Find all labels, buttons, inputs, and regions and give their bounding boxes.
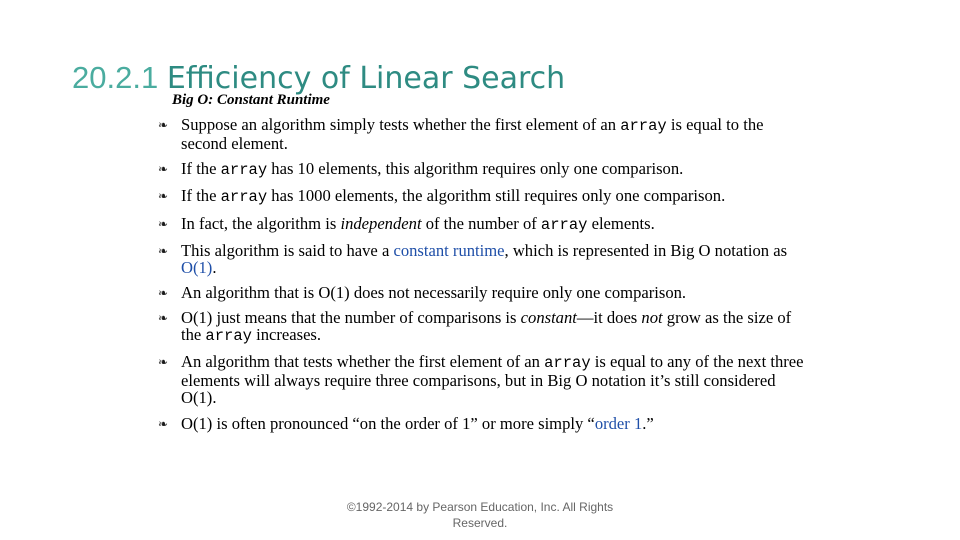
code-text: array (220, 161, 268, 180)
fleuron-bullet-icon: ❧ (158, 285, 169, 300)
emphasis-text: not (641, 308, 663, 328)
code-text: array (620, 117, 667, 135)
bullet-item (158, 160, 808, 179)
emphasis-text: constant (520, 308, 577, 328)
bullet-text: of the number of (421, 213, 541, 233)
fleuron-bullet-icon: ❧ (158, 311, 169, 326)
bullet-text: Suppose an algorithm simply tests whether the first element of an (181, 115, 621, 134)
bullet-item (158, 415, 808, 432)
bullet-text: is equal to the second element. (181, 115, 764, 153)
slide-subtitle: Big O: Constant Runtime (172, 92, 330, 108)
bullet-text: An algorithm that is O(1) does not necessarily require only one comparison. (181, 282, 687, 302)
fleuron-bullet-icon: ❧ (158, 216, 169, 231)
fleuron-bullet-icon: ❧ (158, 355, 169, 370)
bullet-text: —it does (576, 308, 642, 328)
copyright-line: Reserved. (452, 516, 508, 530)
key-term: constant runtime (393, 240, 505, 260)
copyright-line: ©1992-2014 by Pearson Education, Inc. All Rights (346, 500, 614, 514)
bullet-item (158, 215, 808, 234)
bullet-text: increases. (251, 325, 322, 345)
fleuron-bullet-icon: ❧ (158, 416, 169, 431)
key-term: order 1 (594, 413, 643, 433)
bullet-text: grow as the size of the (181, 308, 792, 345)
bullet-text: , which is represented in Big O notation as (504, 240, 788, 260)
code-text: array (220, 188, 268, 207)
copyright-footer (330, 499, 630, 531)
bullet-text: has 1000 elements, the algorithm still requires only one comparison. (267, 186, 726, 206)
bullet-text: In fact, the algorithm is (181, 213, 341, 233)
bullet-item (158, 353, 808, 406)
code-text: array (540, 215, 588, 234)
bullet-text: O(1) just means that the number of comparisons is (181, 308, 521, 328)
title-text: Efficiency of Linear Search (166, 61, 566, 96)
bullet-list (158, 116, 808, 440)
fleuron-bullet-icon: ❧ (158, 189, 169, 204)
bullet-text: . (212, 257, 217, 277)
bullet-item (158, 284, 808, 301)
bullet-text: O(1) is often pronounced “on the order of 1” or more simply “ (181, 413, 595, 433)
bullet-item (158, 116, 808, 152)
bullet-text: This algorithm is said to have a (181, 240, 394, 260)
bullet-text: If the (181, 186, 221, 206)
fleuron-bullet-icon: ❧ (158, 118, 169, 132)
bullet-text: An algorithm that tests whether the first element of an (181, 352, 545, 372)
key-term: O(1) (181, 257, 213, 277)
bullet-text: has 10 elements, this algorithm requires only one comparison. (267, 159, 684, 179)
code-text: array (205, 327, 252, 346)
fleuron-bullet-icon: ❧ (158, 243, 169, 258)
code-text: array (544, 354, 591, 373)
bullet-text: is equal to any of the next three elements will always require three comparisons, but in Big O notation it’s still considered O(1). (181, 352, 804, 408)
bullet-item (158, 187, 808, 206)
bullet-text: .” (642, 413, 654, 433)
emphasis-text: independent (340, 213, 422, 233)
bullet-item (158, 309, 808, 345)
bullet-item (158, 242, 808, 276)
fleuron-bullet-icon: ❧ (158, 162, 169, 177)
bullet-text: elements. (587, 213, 655, 233)
bullet-text: If the (181, 159, 221, 179)
section-number: 20.2.1 (72, 60, 159, 95)
